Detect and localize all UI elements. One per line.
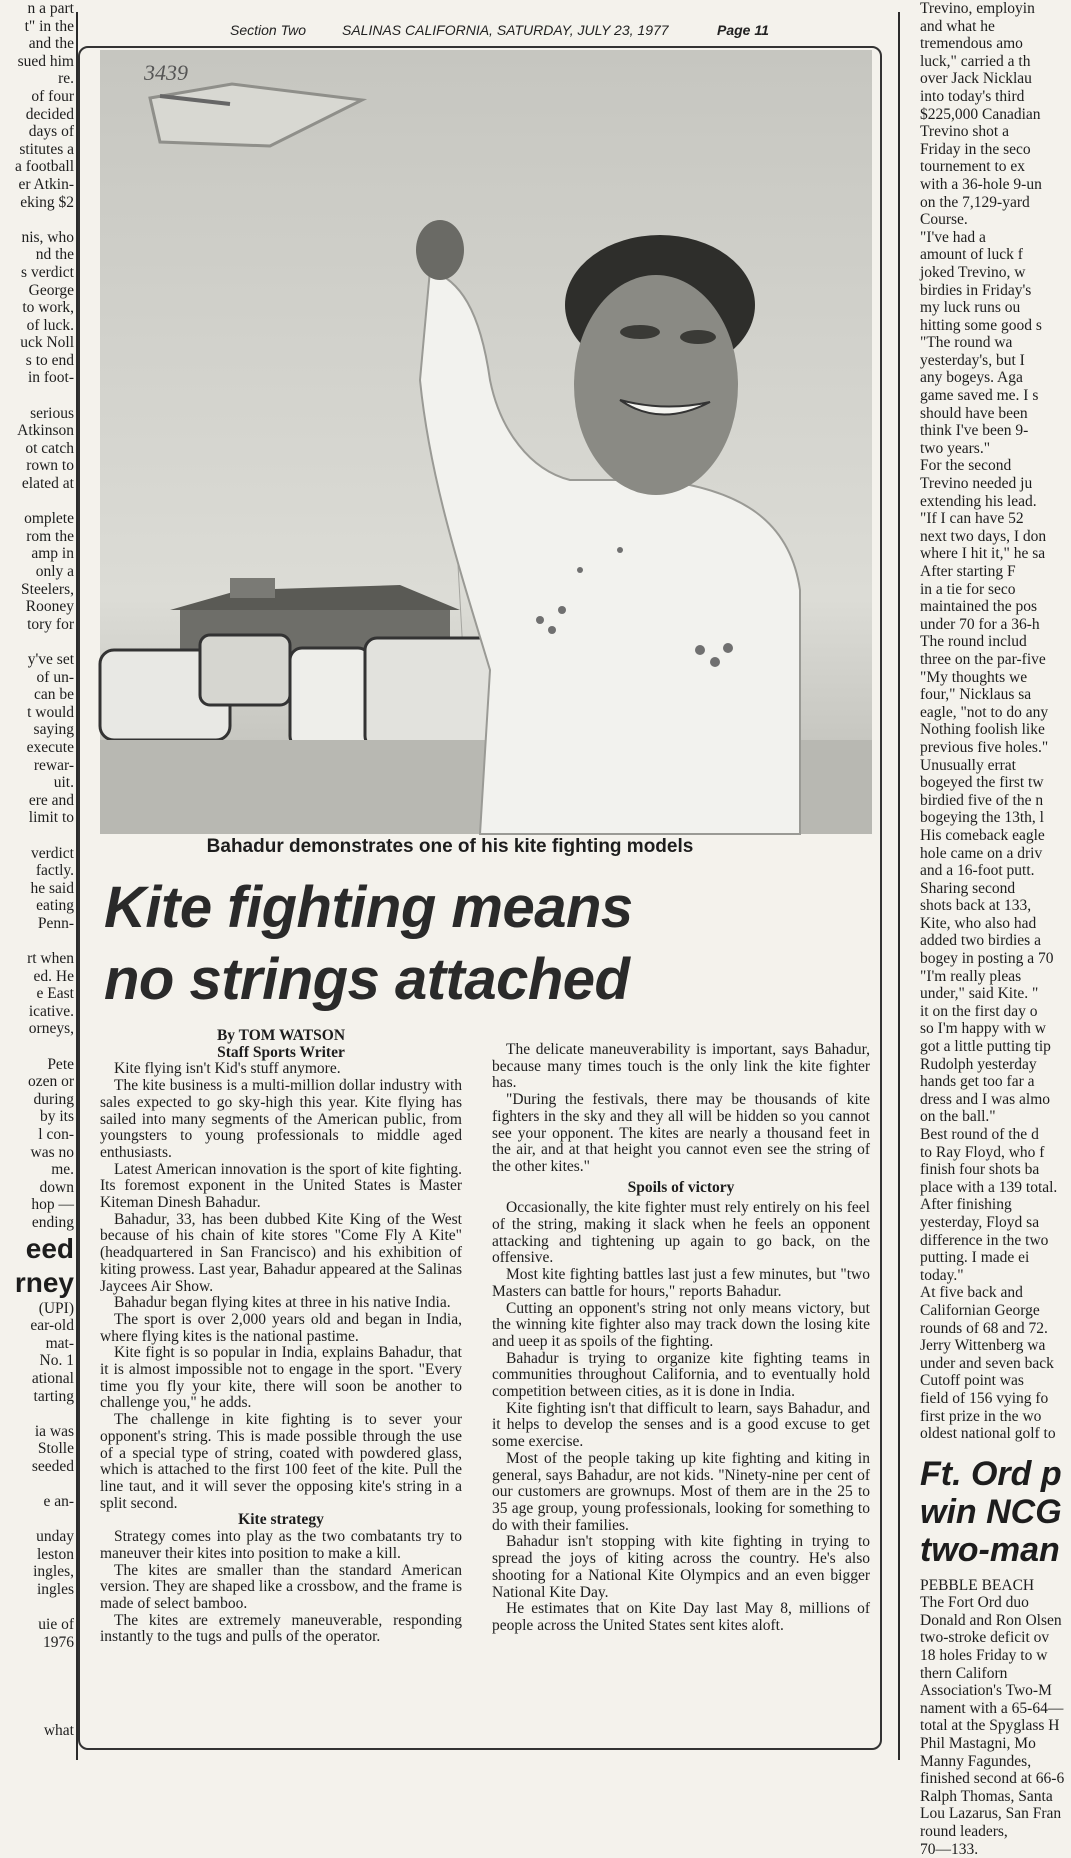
text-line: tarting: [33, 1387, 74, 1405]
right-column-headline-1: Ft. Ord p: [920, 1454, 1062, 1493]
kite-shape: [150, 84, 362, 146]
text-line: l con-: [38, 1126, 74, 1143]
car-middle: [200, 635, 290, 705]
text-line: rounds of 68 and 72.: [920, 1319, 1048, 1337]
text-line: [0, 493, 74, 511]
text-line: with a 36-hole 9-un: [920, 175, 1042, 193]
article-column-2-paragraphs: [492, 1042, 870, 1176]
car-center: [290, 648, 370, 748]
text-line: yesterday's, but I: [920, 351, 1025, 369]
article-column-1-paragraphs-b: [100, 1529, 462, 1646]
article-paragraph: The delicate maneuverability is important, says Bahadur, because many times touch is the only link the kite fighter has.: [492, 1041, 870, 1092]
text-line: ot catch: [25, 439, 74, 457]
text-line: oldest national golf to: [920, 1425, 1056, 1443]
text-line: [0, 1511, 74, 1529]
text-line: For the second: [920, 457, 1012, 475]
text-line: game saved me. I s: [920, 387, 1039, 405]
headline-line-2: no strings attached: [104, 947, 630, 1012]
article-paragraph: Kite fighting isn't that difficult to learn, says Bahadur, and it helps to develop the senses and is a good excuse to get some exercise.: [492, 1399, 870, 1451]
text-line: Kite, who also had: [920, 914, 1037, 932]
text-line: should have been: [920, 404, 1028, 422]
text-line: yesterday, Floyd sa: [920, 1213, 1040, 1231]
text-line: previous five holes.": [920, 738, 1049, 756]
text-line: George: [28, 281, 74, 299]
text-line: mat-: [45, 1334, 74, 1352]
text-line: can be: [33, 686, 74, 704]
text-line: rt when: [27, 950, 74, 968]
text-line: ed. He: [33, 967, 74, 985]
text-line: ending: [31, 1213, 74, 1231]
text-line: Phil Mastagni, Mo: [920, 1735, 1036, 1753]
text-line: Cutoff point was: [920, 1372, 1024, 1390]
text-line: days of: [28, 123, 74, 141]
column-rule-right: [898, 12, 900, 1760]
text-line: any bogeys. Aga: [920, 369, 1023, 387]
text-line: Stolle: [37, 1440, 74, 1458]
text-line: and the: [28, 35, 74, 53]
text-line: over Jack Nicklau: [920, 70, 1032, 88]
text-line: tournement to ex: [920, 158, 1026, 176]
text-line: execute: [26, 738, 74, 756]
text-line: stitutes a: [19, 140, 74, 158]
text-line: seeded: [31, 1457, 74, 1475]
text-line: Ralph Thomas, Santa: [920, 1787, 1053, 1805]
text-line: ozen or: [27, 1073, 74, 1091]
article-paragraph: Bahadur, 33, has been dubbed Kite King of the West because of his chain of kite stores "Come Fly A Kite" (headquartered in San Francisco) and his exhibition of kiting prowess. Last year, Bahadur appeared at the Salinas Jaycees Air Show.: [100, 1210, 462, 1295]
byline-title: Staff Sports Writer: [217, 1043, 345, 1061]
article-paragraph: Most of the people taking up kite fighting and kiting in general, says Bahadur, are not kids. "Ninety-nine per cent of our customers are grownups. Most of them are in the 25 to 35 age group, young professionals, looking for something to do with their families.: [492, 1449, 870, 1534]
left-column-headline-2: rney: [14, 1266, 74, 1298]
folio-page-number: Page 11: [717, 22, 769, 38]
text-line: e East: [36, 985, 74, 1003]
article-paragraph: The challenge in kite fighting is to sever your opponent's string. This is made possible through the use of a special type of string, coated with powdered glass, which is attached to the first 100 feet of the kite. Pull the line taut, and it will sever the opposing kite's string in a split second.: [100, 1411, 462, 1512]
text-line: uie of: [38, 1616, 74, 1634]
text-line: No. 1: [39, 1352, 74, 1370]
text-line: ear-old: [30, 1317, 74, 1335]
text-line: After finishing: [920, 1196, 1012, 1214]
article-paragraph: Bahadur isn't stopping with kite fighting in trying to spread the joys of kiting across the country. He's also shooting for a National Kite Olympics and an even bigger National Kite Day.: [492, 1533, 870, 1601]
subhead-kite-strategy: Kite strategy: [238, 1511, 324, 1529]
man-fist: [416, 220, 464, 280]
text-line: Jerry Wittenberg wa: [920, 1337, 1046, 1355]
text-line: rewar-: [33, 756, 74, 774]
text-line: sued him: [17, 52, 74, 70]
text-line: two years.": [920, 439, 991, 457]
text-line: bogeying the 13th, l: [920, 809, 1044, 827]
text-line: icative.: [28, 1002, 74, 1020]
text-line: and what he: [920, 17, 995, 35]
text-line: unday: [36, 1528, 74, 1546]
text-line: shots back at 133,: [920, 897, 1032, 915]
text-line: was no: [30, 1143, 74, 1161]
text-line: place with a 139 total.: [920, 1178, 1058, 1196]
text-line: hands get too far a: [920, 1073, 1035, 1091]
article-paragraph: Occasionally, the kite fighter must rely entirely on his feel of the string, making it slack when he feels an opponent attacking and tightening up again to go back, on the offensive.: [492, 1199, 870, 1267]
text-line: Californian George: [920, 1301, 1040, 1319]
text-line: His comeback eagle: [920, 826, 1045, 844]
article-column-1: [100, 1028, 462, 1646]
text-line: birdies in Friday's: [920, 281, 1032, 299]
article-column-1-paragraphs: [100, 1061, 462, 1512]
text-line: Donald and Ron Olsen: [920, 1611, 1062, 1629]
text-line: into today's third: [920, 87, 1025, 105]
text-line: under," said Kite. ": [920, 985, 1039, 1003]
text-line: in a tie for seco: [920, 580, 1016, 598]
text-line: "If I can have 52: [920, 510, 1024, 528]
text-line: leston: [36, 1545, 74, 1563]
text-line: (UPI): [38, 1299, 74, 1317]
handwritten-note: 3439: [144, 60, 188, 85]
text-line: finished second at 66-6: [920, 1770, 1065, 1788]
text-line: [0, 1476, 74, 1494]
text-line: After starting F: [920, 563, 1016, 580]
man-face: [574, 275, 738, 495]
text-line: Unusually errat: [920, 756, 1016, 774]
building-roof: [170, 585, 460, 610]
text-line: nament with a 65-64—: [920, 1699, 1064, 1717]
text-line: uck Noll: [20, 334, 74, 352]
article-paragraph: Cutting an opponent's string not only means victory, but the winning kite fighter also may track down the losing kite and ueep it as spoils of the fighting.: [492, 1299, 870, 1350]
article-paragraph: Kite fight is so popular in India, explains Bahadur, that it is almost impossible not to engage in the sport. "Every time you fly your kite, there will soon be another to challenge you," he adds.: [100, 1344, 462, 1412]
text-line: Trevino needed ju: [920, 475, 1033, 493]
text-line: omplete: [24, 510, 74, 528]
text-line: t would: [27, 703, 74, 721]
text-line: ingles,: [33, 1563, 74, 1581]
text-line: "The round wa: [920, 334, 1013, 352]
text-line: under and seven back: [920, 1354, 1054, 1372]
text-line: during: [33, 1090, 74, 1108]
text-line: Steelers,: [21, 580, 74, 598]
text-line: [0, 633, 74, 651]
folio-dateline: SALINAS CALIFORNIA, SATURDAY, JULY 23, 1977: [342, 22, 669, 38]
byline: By TOM WATSON: [216, 1027, 346, 1044]
text-line: ia was: [34, 1422, 74, 1440]
text-line: Course.: [920, 211, 968, 229]
text-line: Friday in the seco: [920, 140, 1031, 158]
text-line: it on the first day o: [920, 1002, 1038, 1020]
text-line: [0, 211, 74, 229]
text-line: of luck.: [26, 316, 74, 334]
page-folio: [230, 20, 770, 46]
text-line: what: [43, 1721, 74, 1739]
text-line: tory for: [27, 615, 74, 633]
text-line: round leaders,: [920, 1823, 1008, 1840]
article-paragraph: Strategy comes into play as the two combatants try to maneuver their kites into position to make a kill.: [100, 1528, 462, 1562]
text-line: [0, 827, 74, 845]
text-line: Lou Lazarus, San Fran: [920, 1805, 1062, 1823]
text-line: bogey in posting a 70: [920, 950, 1054, 968]
text-line: got a little putting tip: [920, 1038, 1051, 1056]
text-line: next two days, I don: [920, 527, 1047, 545]
left-clipped-column: [0, 0, 76, 1764]
text-line: two-stroke deficit ov: [920, 1629, 1050, 1647]
text-line: elated at: [21, 475, 74, 493]
man-eye-right: [680, 330, 716, 344]
text-line: Penn-: [37, 914, 74, 932]
text-line: putting. I made ei: [920, 1249, 1030, 1267]
text-line: ingles: [36, 1581, 74, 1599]
text-line: amp in: [31, 545, 74, 563]
text-line: [0, 387, 74, 405]
text-line: on the ball.": [920, 1108, 996, 1126]
article-paragraph: Bahadur is trying to organize kite fighting teams in communities throughout California, and to eventually hold competition between cities, as it is done in India.: [492, 1349, 870, 1401]
article-paragraph: Latest American innovation is the sport of kite fighting. Its foremost exponent in the United States is Master Kiteman Dinesh Bahadur.: [100, 1160, 462, 1212]
car-right: [365, 638, 500, 748]
text-line: finish four shots ba: [920, 1161, 1040, 1179]
text-line: t" in the: [24, 17, 74, 35]
text-line: down: [39, 1178, 74, 1196]
text-line: in foot-: [27, 369, 74, 387]
text-line: [0, 1651, 74, 1669]
text-line: dress and I was almo: [920, 1090, 1050, 1108]
text-line: s to end: [25, 351, 74, 369]
text-line: bogeyed the first tw: [920, 774, 1044, 792]
text-line: re.: [58, 70, 74, 88]
text-line: rom the: [26, 527, 74, 545]
article-paragraph: The sport is over 2,000 years old and began in India, where flying kites is the national pastime.: [100, 1310, 462, 1345]
text-line: Trevino, employin: [920, 0, 1035, 17]
article-paragraph: The kites are extremely maneuverable, responding instantly to the tugs and pulls of the operator.: [100, 1611, 462, 1646]
text-line: ere and: [28, 791, 74, 809]
text-line: amount of luck f: [920, 246, 1023, 264]
text-line: so I'm happy with w: [920, 1020, 1046, 1038]
text-line: of un-: [36, 668, 74, 686]
right-column-lines: [920, 0, 1071, 1443]
text-line: difference in the two: [920, 1231, 1049, 1249]
text-line: 1976: [43, 1633, 74, 1651]
text-line: saying: [33, 721, 74, 739]
text-line: he said: [30, 879, 74, 897]
text-line: me.: [51, 1161, 74, 1179]
left-column-lines-lower: [0, 1300, 74, 1740]
text-line: where I hit it," he sa: [920, 545, 1046, 563]
text-line: Atkinson: [17, 422, 74, 440]
text-line: e an-: [43, 1493, 74, 1511]
text-line: "My thoughts we: [920, 668, 1028, 686]
article-photo: [100, 50, 872, 834]
text-line: hole came on a driv: [920, 844, 1043, 862]
article-headline: [104, 872, 874, 1016]
text-line: PEBBLE BEACH: [920, 1576, 1035, 1594]
text-line: [0, 1405, 74, 1423]
text-line: [0, 1038, 74, 1056]
text-line: [0, 1687, 74, 1705]
text-line: and a 16-foot putt.: [920, 862, 1035, 880]
text-line: The Fort Ord duo: [920, 1594, 1029, 1612]
article-paragraph: He estimates that on Kite Day last May 8, millions of people across the United States sent kites aloft.: [492, 1600, 870, 1634]
text-line: Sharing second: [920, 879, 1016, 897]
text-line: of four: [31, 87, 74, 105]
folio-section: Section Two: [230, 22, 306, 38]
text-line: 18 holes Friday to w: [920, 1647, 1048, 1665]
text-line: [0, 1669, 74, 1687]
text-line: birdied five of the n: [920, 791, 1044, 809]
right-clipped-column: [920, 0, 1071, 1858]
text-line: by its: [39, 1108, 74, 1126]
right-column-headline-3: two-man: [920, 1530, 1060, 1569]
text-line: hop —: [31, 1196, 74, 1214]
text-line: Nothing foolish like: [920, 721, 1045, 739]
text-line: tremendous amo: [920, 35, 1023, 53]
text-line: Rooney: [25, 598, 74, 616]
article-column-2-paragraphs-b: [492, 1200, 870, 1634]
headline-line-1: Kite fighting means: [104, 875, 633, 940]
text-line: factly.: [35, 862, 74, 880]
article-paragraph: The kite business is a multi-million dollar industry with sales expected to go sky-high this year. Kite flying has sailed into many segments of the American public, from youngsters to young professionals to middle aged enthusiasts.: [100, 1077, 462, 1161]
text-line: orneys,: [28, 1020, 74, 1038]
text-line: only a: [35, 563, 74, 580]
building-sign: [230, 578, 275, 598]
text-line: uit.: [53, 774, 74, 792]
text-line: extending his lead.: [920, 492, 1037, 510]
photo-caption: Bahadur demonstrates one of his kite fighting models: [206, 836, 694, 857]
text-line: eating: [36, 897, 74, 915]
text-line: decided: [25, 105, 74, 123]
right-column-headline-2: win NCG: [920, 1492, 1062, 1531]
text-line: serious: [30, 404, 74, 422]
text-line: four," Nicklaus sa: [920, 686, 1032, 704]
text-line: hitting some good s: [920, 316, 1042, 334]
text-line: nd the: [35, 246, 74, 264]
text-line: 70—133.: [920, 1840, 979, 1858]
text-line: limit to: [28, 809, 74, 827]
text-line: maintained the pos: [920, 598, 1038, 616]
text-line: eking $2: [20, 193, 74, 211]
text-line: ational: [31, 1369, 74, 1387]
text-line: a football: [15, 158, 74, 176]
text-line: joked Trevino, w: [920, 263, 1026, 281]
man-eye-left: [620, 325, 660, 339]
text-line: "I'm really pleas: [920, 967, 1022, 985]
text-line: total at the Spyglass H: [920, 1717, 1060, 1735]
text-line: [0, 1704, 74, 1722]
text-line: eagle, "not to do any: [920, 703, 1049, 721]
photo-illustration: [100, 50, 872, 834]
text-line: three on the par-five: [920, 650, 1046, 668]
text-line: Rudolph yesterday: [920, 1055, 1037, 1073]
text-line: The round includ: [920, 633, 1027, 651]
left-column-lines: [0, 0, 74, 1232]
text-line: my luck runs ou: [920, 299, 1021, 317]
article-paragraph: The kites are smaller than the standard American version. They are shaped like a crossbow, and the frame is made of select bamboo.: [100, 1561, 462, 1612]
text-line: field of 156 vying fo: [920, 1389, 1049, 1407]
text-line: rown to: [26, 457, 74, 475]
text-line: Trevino shot a: [920, 123, 1009, 141]
left-column-headline-1: eed: [25, 1232, 74, 1264]
text-line: n a part: [27, 0, 74, 17]
text-line: s verdict: [21, 263, 74, 281]
text-line: y've set: [27, 650, 74, 668]
article-paragraph: Most kite fighting battles last just a few minutes, but "two Masters can battle for hours," reports Bahadur.: [492, 1266, 870, 1300]
text-line: $225,000 Canadian: [920, 105, 1041, 123]
text-line: under 70 for a 36-h: [920, 615, 1040, 633]
text-line: At five back and: [920, 1284, 1023, 1302]
text-line: Pete: [47, 1055, 74, 1073]
text-line: think I've been 9-: [920, 422, 1029, 440]
text-line: nis, who: [21, 228, 74, 246]
text-line: "I've had a: [920, 228, 986, 246]
text-line: [0, 1599, 74, 1617]
text-line: on the 7,129-yard: [920, 193, 1030, 211]
text-line: Best round of the d: [920, 1126, 1039, 1143]
right-column-lines-lower: [920, 1577, 1071, 1858]
text-line: to work,: [22, 299, 74, 317]
text-line: er Atkin-: [18, 175, 74, 193]
text-line: [0, 932, 74, 950]
text-line: added two birdies a: [920, 932, 1041, 950]
article-paragraph: "During the festivals, there may be thousands of kite fighters in the sky and they all will be hidden so you cannot see your opponent. The kites are nearly a thousand feet in the air, and at that height you cannot even see the string of the other kites.": [492, 1091, 870, 1175]
text-line: today.": [920, 1266, 964, 1284]
article-paragraph: Bahadur began flying kites at three in his native India.: [114, 1294, 451, 1312]
text-line: first prize in the wo: [920, 1407, 1042, 1425]
text-line: Manny Fagundes,: [920, 1752, 1032, 1770]
article-column-2: [492, 1042, 870, 1635]
text-line: to Ray Floyd, who f: [920, 1143, 1045, 1161]
text-line: Association's Two-M: [920, 1682, 1052, 1700]
subhead-spoils-of-victory: Spoils of victory: [627, 1178, 735, 1196]
text-line: verdict: [30, 844, 74, 862]
text-line: thern Californ: [920, 1664, 1008, 1682]
text-line: luck," carried a th: [920, 52, 1031, 70]
article-paragraph: Kite flying isn't Kid's stuff anymore.: [114, 1060, 341, 1078]
